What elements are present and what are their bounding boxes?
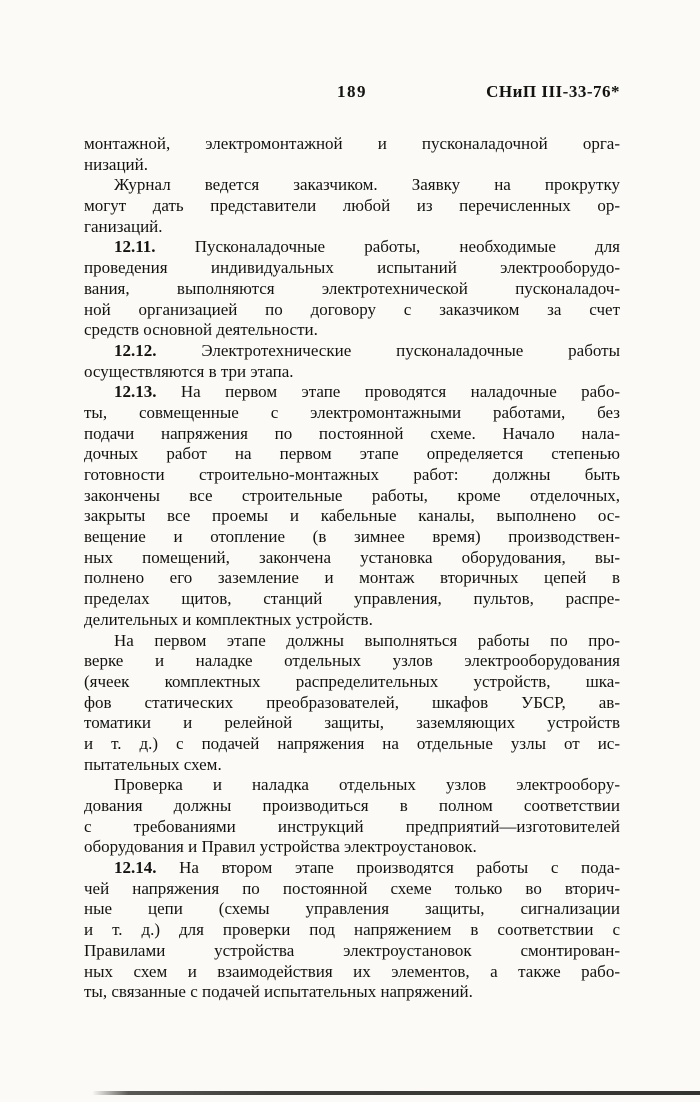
text-line: чей напряжения по постоянной схеме только во вторич- bbox=[84, 878, 620, 898]
text-body bbox=[84, 134, 620, 1003]
section-number: 12.14. bbox=[114, 858, 157, 878]
text-line: закрыты все проемы и кабельные каналы, выполнено ос- bbox=[84, 506, 620, 526]
text-line: дования должны производиться в полном соответствии bbox=[84, 796, 620, 815]
page-number: 189 bbox=[337, 82, 367, 101]
text-line: Проверка и наладка отдельных узлов электрообору- bbox=[114, 775, 620, 795]
text-line: пределах щитов, станций управления, пультов, распре- bbox=[84, 589, 620, 609]
text-line: средств основной деятельности. bbox=[84, 320, 318, 340]
text-line: ных помещений, закончена установка оборудования, вы- bbox=[84, 547, 620, 567]
text-line: вания, выполняются электротехнической пусконаладоч- bbox=[84, 278, 620, 298]
text-line: и т. д.) с подачей напряжения на отдельные узлы от ис- bbox=[84, 733, 620, 753]
text-line: делительных и комплектных устройств. bbox=[84, 609, 373, 629]
text-line: дочных работ на первом этапе определяется степенью bbox=[84, 444, 620, 464]
text-line: ные цепи (схемы управления защиты, сигнализации bbox=[84, 899, 620, 919]
document-code: СНиП III-33-76* bbox=[486, 82, 620, 101]
text-line: низаций. bbox=[84, 154, 148, 174]
page-header bbox=[84, 82, 620, 104]
text-line: монтажной, электромонтажной и пусконаладочной орга- bbox=[84, 134, 620, 153]
text-line: могут дать представители любой из перечисленных ор- bbox=[84, 196, 620, 216]
text-line: ганизаций. bbox=[84, 216, 163, 236]
text-line: пытательных схем. bbox=[84, 754, 222, 774]
text-line: томатики и релейной защиты, заземляющих устройств bbox=[84, 713, 620, 733]
text-line: и т. д.) для проверки под напряжением в соответствии с bbox=[84, 920, 620, 940]
text-line: 12.14. На втором этапе производятся работы с пода- bbox=[114, 858, 620, 878]
text-line: проведения индивидуальных испытаний электрооборудо- bbox=[84, 258, 620, 278]
text-line: 12.11. Пусконаладочные работы, необходимые для bbox=[114, 237, 620, 257]
text-line: ты, связанные с подачей испытательных напряжений. bbox=[84, 982, 473, 1002]
text-line: оборудования и Правил устройства электроустановок. bbox=[84, 837, 477, 857]
text-line: вещение и отопление (в зимнее время) производствен- bbox=[84, 527, 620, 547]
text-line: с требованиями инструкций предприятий—изготовителей bbox=[84, 816, 620, 836]
text-line: осуществляются в три этапа. bbox=[84, 361, 294, 381]
text-line: На первом этапе должны выполняться работы по про- bbox=[114, 630, 620, 650]
text-line: 12.12. Электротехнические пусконаладочные работы bbox=[114, 340, 620, 360]
section-number: 12.11. bbox=[114, 237, 156, 257]
section-number: 12.13. bbox=[114, 382, 157, 402]
scan-edge-artifact bbox=[92, 1091, 700, 1095]
text-line: закончены все строительные работы, кроме отделочных, bbox=[84, 485, 620, 505]
text-line: Правилами устройства электроустановок смонтирован- bbox=[84, 940, 620, 960]
text-line: верке и наладке отдельных узлов электрооборудования bbox=[84, 651, 620, 671]
text-line: Журнал ведется заказчиком. Заявку на прокрутку bbox=[114, 175, 620, 195]
text-line: подачи напряжения по постоянной схеме. Начало нала- bbox=[84, 423, 620, 443]
text-line: ты, совмещенные с электромонтажными работами, без bbox=[84, 402, 620, 422]
text-line: ных схем и взаимодействия их элементов, а также рабо- bbox=[84, 961, 620, 981]
text-line: готовности строительно-монтажных работ: должны быть bbox=[84, 465, 620, 484]
section-number: 12.12. bbox=[114, 340, 157, 360]
text-line: ной организацией по договору с заказчиком за счет bbox=[84, 299, 620, 319]
text-line: 12.13. На первом этапе проводятся наладочные рабо- bbox=[114, 382, 620, 402]
text-line: полнено его заземление и монтаж вторичных цепей в bbox=[84, 568, 620, 588]
text-line: фов статических преобразователей, шкафов УБСР, ав- bbox=[84, 692, 620, 712]
text-line: (ячеек комплектных распределительных устройств, шка- bbox=[84, 671, 620, 691]
